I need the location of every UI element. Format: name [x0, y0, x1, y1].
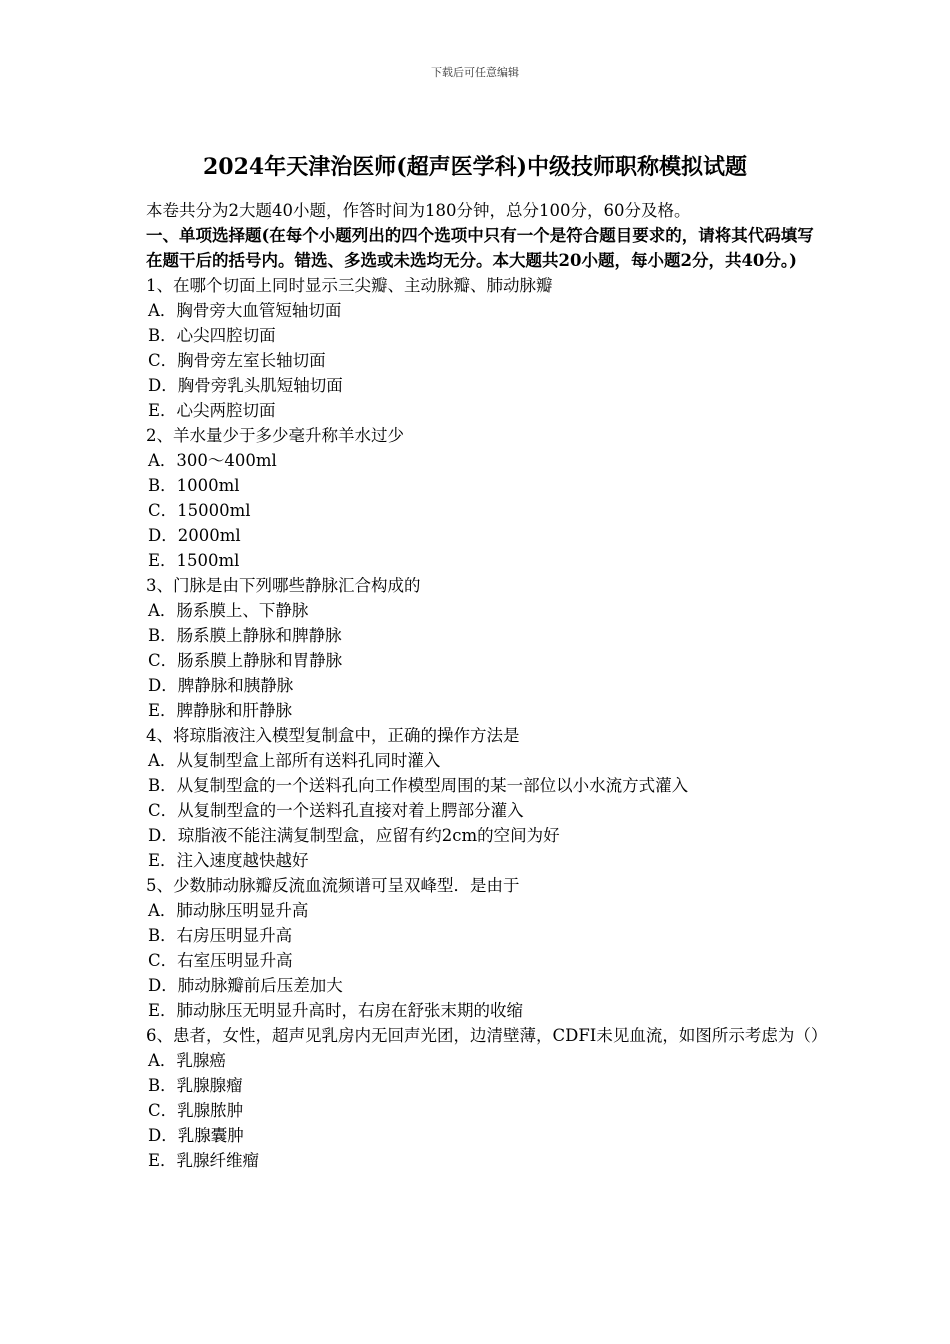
option-e: E．肺动脉压无明显升高时，右房在舒张末期的收缩	[148, 1001, 524, 1020]
option-e: E．心尖两腔切面	[148, 401, 276, 420]
option-a: A．乳腺癌	[148, 1051, 226, 1070]
option-a: A．胸骨旁大血管短轴切面	[148, 301, 342, 320]
question-stem: 3、门脉是由下列哪些静脉汇合构成的	[146, 576, 421, 595]
question-stem: 4、将琼脂液注入模型复制盒中，正确的操作方法是	[146, 726, 520, 745]
option-b: B．乳腺腺瘤	[148, 1076, 243, 1095]
option-d: D．乳腺囊肿	[148, 1126, 244, 1145]
option-e: E．脾静脉和肝静脉	[148, 701, 293, 720]
exam-intro: 本卷共分为2大题40小题，作答时间为180分钟，总分100分，60分及格。	[146, 201, 691, 220]
option-c: C．胸骨旁左室长轴切面	[148, 351, 326, 370]
option-b: B．1000ml	[148, 476, 240, 495]
option-e: E．乳腺纤维瘤	[148, 1151, 260, 1170]
question-stem: 6、患者，女性，超声见乳房内无回声光团，边清壁薄，CDFI未见血流，如图所示考虑为（）	[146, 1026, 828, 1045]
option-d: D．肺动脉瓣前后压差加大	[148, 976, 343, 995]
question-stem: 2、羊水量少于多少毫升称羊水过少	[146, 426, 404, 445]
document-body	[146, 198, 826, 1173]
question-3	[146, 573, 826, 723]
question-stem: 1、在哪个切面上同时显示三尖瓣、主动脉瓣、肺动脉瓣	[146, 276, 553, 295]
option-e: E．1500ml	[148, 551, 240, 570]
question-1	[146, 273, 826, 423]
question-4	[146, 723, 826, 873]
option-d: D．胸骨旁乳头肌短轴切面	[148, 376, 343, 395]
option-c: C．从复制型盒的一个送料孔直接对着上腭部分灌入	[148, 801, 524, 820]
option-c: C．右室压明显升高	[148, 951, 293, 970]
page-title: 2024年天津治医师(超声医学科)中级技师职称模拟试题	[202, 154, 748, 180]
option-d: D．脾静脉和胰静脉	[148, 676, 294, 695]
option-a: A．从复制型盒上部所有送料孔同时灌入	[148, 751, 441, 770]
question-stem: 5、少数肺动脉瓣反流血流频谱可呈双峰型．是由于	[146, 876, 520, 895]
section-heading: 一、单项选择题(在每个小题列出的四个选项中只有一个是符合题目要求的，请将其代码填写在题干后的括号内。错选、多选或未选均无分。本大题共20小题，每小题2分，共40分。)	[146, 226, 814, 270]
option-c: C．乳腺脓肿	[148, 1101, 244, 1120]
page-header: 下载后可任意编辑	[431, 66, 519, 79]
option-b: B．从复制型盒的一个送料孔向工作模型周围的某一部位以小水流方式灌入	[148, 776, 689, 795]
option-b: B．心尖四腔切面	[148, 326, 276, 345]
option-c: C．肠系膜上静脉和胃静脉	[148, 651, 343, 670]
option-a: A．肠系膜上、下静脉	[148, 601, 309, 620]
option-d: D．琼脂液不能注满复制型盒，应留有约2cm的空间为好	[148, 826, 560, 845]
option-b: B．右房压明显升高	[148, 926, 293, 945]
option-a: A．300～400ml	[148, 451, 277, 470]
option-e: E．注入速度越快越好	[148, 851, 309, 870]
question-2	[146, 423, 826, 573]
question-5	[146, 873, 826, 1023]
option-a: A．肺动脉压明显升高	[148, 901, 309, 920]
option-b: B．肠系膜上静脉和脾静脉	[148, 626, 342, 645]
question-6	[146, 1023, 826, 1173]
option-c: C．15000ml	[148, 501, 251, 520]
option-d: D．2000ml	[148, 526, 241, 545]
